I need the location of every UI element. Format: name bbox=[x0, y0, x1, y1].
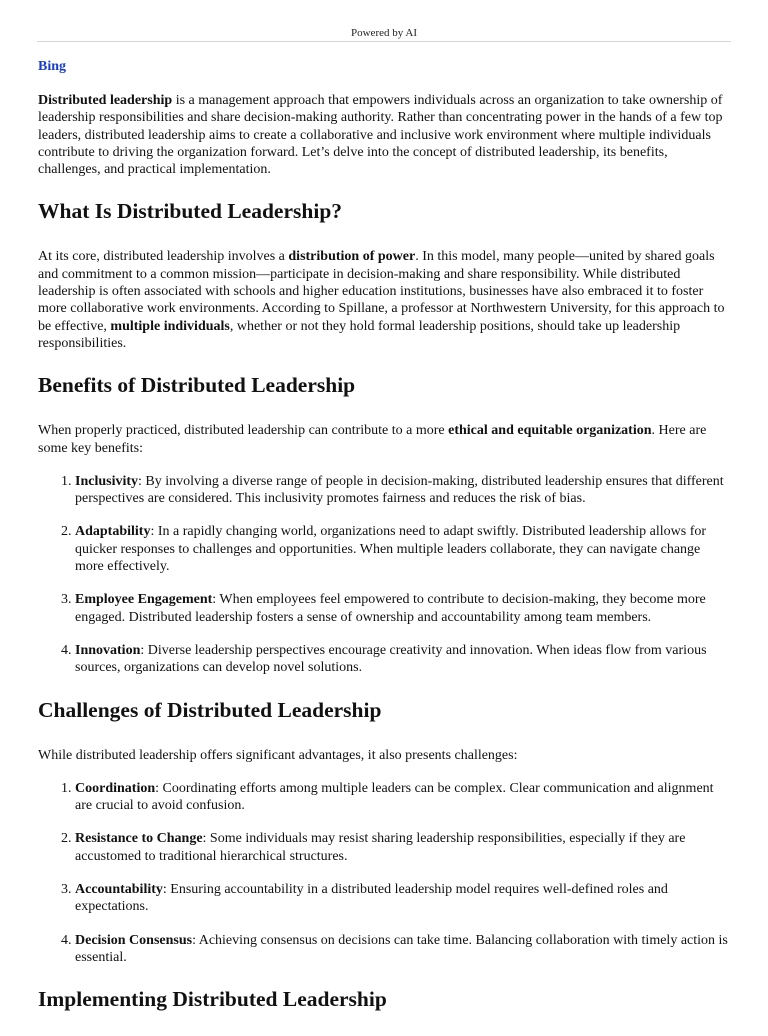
benefits-intro-bold: ethical and equitable organization bbox=[448, 423, 652, 439]
item-text: : In a rapidly changing world, organizations need to adapt swiftly. Distributed leadership allows for quicker responses to challenges and opportunities. When multiple leaders collaborate, they can navigate change more effectively. bbox=[75, 524, 707, 575]
benefits-intro bbox=[38, 422, 732, 457]
list-item-employee-engagement bbox=[75, 591, 732, 626]
list-item-decision-consensus bbox=[75, 932, 732, 967]
what-is-text-3: , whether or not they hold formal leadership positions, should take up leadership responsibilities. bbox=[38, 318, 681, 351]
item-text: : By involving a diverse range of people in decision-making, distributed leadership ensures that different perspectives are considered. This inclusivity promotes fairness and reduces the risk of bias. bbox=[75, 473, 724, 507]
header-divider bbox=[37, 41, 731, 42]
heading-implementing: Implementing Distributed Leadership bbox=[38, 987, 387, 1012]
source-link-bing[interactable]: Bing bbox=[38, 59, 67, 74]
heading-challenges: Challenges of Distributed Leadership bbox=[38, 697, 382, 722]
benefits-intro-text-2: . Here are some key benefits: bbox=[38, 423, 707, 456]
list-item-innovation bbox=[75, 642, 732, 677]
challenges-intro: While distributed leadership offers significant advantages, it also presents challenges: bbox=[38, 747, 518, 763]
what-is-text-1: At its core, distributed leadership involves a bbox=[38, 249, 289, 265]
item-text: : Some individuals may resist sharing leadership responsibilities, especially if they are accustomed to traditional hierarchical structures. bbox=[75, 831, 686, 864]
item-term: Accountability bbox=[75, 882, 163, 898]
list-item-coordination bbox=[75, 780, 732, 815]
what-is-bold-1: distribution of power bbox=[288, 249, 416, 265]
what-is-text-2: . In this model, many people—united by shared goals and commitment to a common mission—participate in decision-making and share responsibility. While distributed leadership is often associated with schools and higher education institutions, businesses have also embraced it to foster more collaborative work environments. According to Spillane, a professor at Northwestern University, for this approach to be effective, bbox=[38, 249, 725, 334]
intro-text: is a management approach that empowers individuals across an organization to take ownership of leadership responsibilities and share decision-making authority. Rather than concentrating power in the hands of a few top leaders, distributed leadership aims to create a collaborative and inclusive work environment where multiple individuals contribute to driving the organization forward. Let’s delve into the concept of distributed leadership, its benefits, challenges, and practical implementation. bbox=[38, 93, 723, 178]
benefits-list bbox=[38, 473, 732, 677]
item-term: Adaptability bbox=[75, 524, 151, 540]
list-item-inclusivity bbox=[75, 473, 732, 508]
list-item-accountability bbox=[75, 881, 732, 916]
what-is-paragraph bbox=[38, 248, 732, 352]
article-content bbox=[38, 57, 732, 1036]
item-text: : Achieving consensus on decisions can take time. Balancing collaboration with timely action is essential. bbox=[75, 932, 728, 965]
benefits-intro-text-1: When properly practiced, distributed leadership can contribute to a more bbox=[38, 423, 449, 439]
item-term: Coordination bbox=[75, 780, 156, 796]
item-term: Decision Consensus bbox=[75, 932, 193, 948]
intro-lead-term: Distributed leadership bbox=[38, 93, 173, 108]
heading-benefits: Benefits of Distributed Leadership bbox=[38, 373, 356, 398]
heading-what-is: What Is Distributed Leadership? bbox=[38, 199, 343, 224]
item-text: : Diverse leadership perspectives encourage creativity and innovation. When ideas flow from various sources, organizations can develop novel solutions. bbox=[75, 642, 707, 676]
intro-paragraph bbox=[38, 92, 732, 178]
item-term: Resistance to Change bbox=[75, 831, 203, 847]
item-text: : When employees feel empowered to contribute to decision-making, they become more engaged. Distributed leadership fosters a sense of ownership and accountability among team members. bbox=[75, 592, 706, 625]
challenges-list bbox=[38, 780, 732, 966]
item-term: Employee Engagement bbox=[75, 592, 213, 608]
item-term: Inclusivity bbox=[75, 473, 139, 489]
list-item-adaptability bbox=[75, 523, 732, 575]
what-is-bold-2: multiple individuals bbox=[110, 318, 230, 334]
item-term: Innovation bbox=[75, 642, 141, 658]
item-text: : Ensuring accountability in a distributed leadership model requires well-defined roles and expectations. bbox=[75, 882, 668, 915]
item-text: : Coordinating efforts among multiple leaders can be complex. Clear communication and alignment are crucial to avoid confusion. bbox=[75, 780, 714, 814]
list-item-resistance-to-change bbox=[75, 830, 732, 865]
powered-by-header: Powered by AI bbox=[351, 27, 417, 39]
